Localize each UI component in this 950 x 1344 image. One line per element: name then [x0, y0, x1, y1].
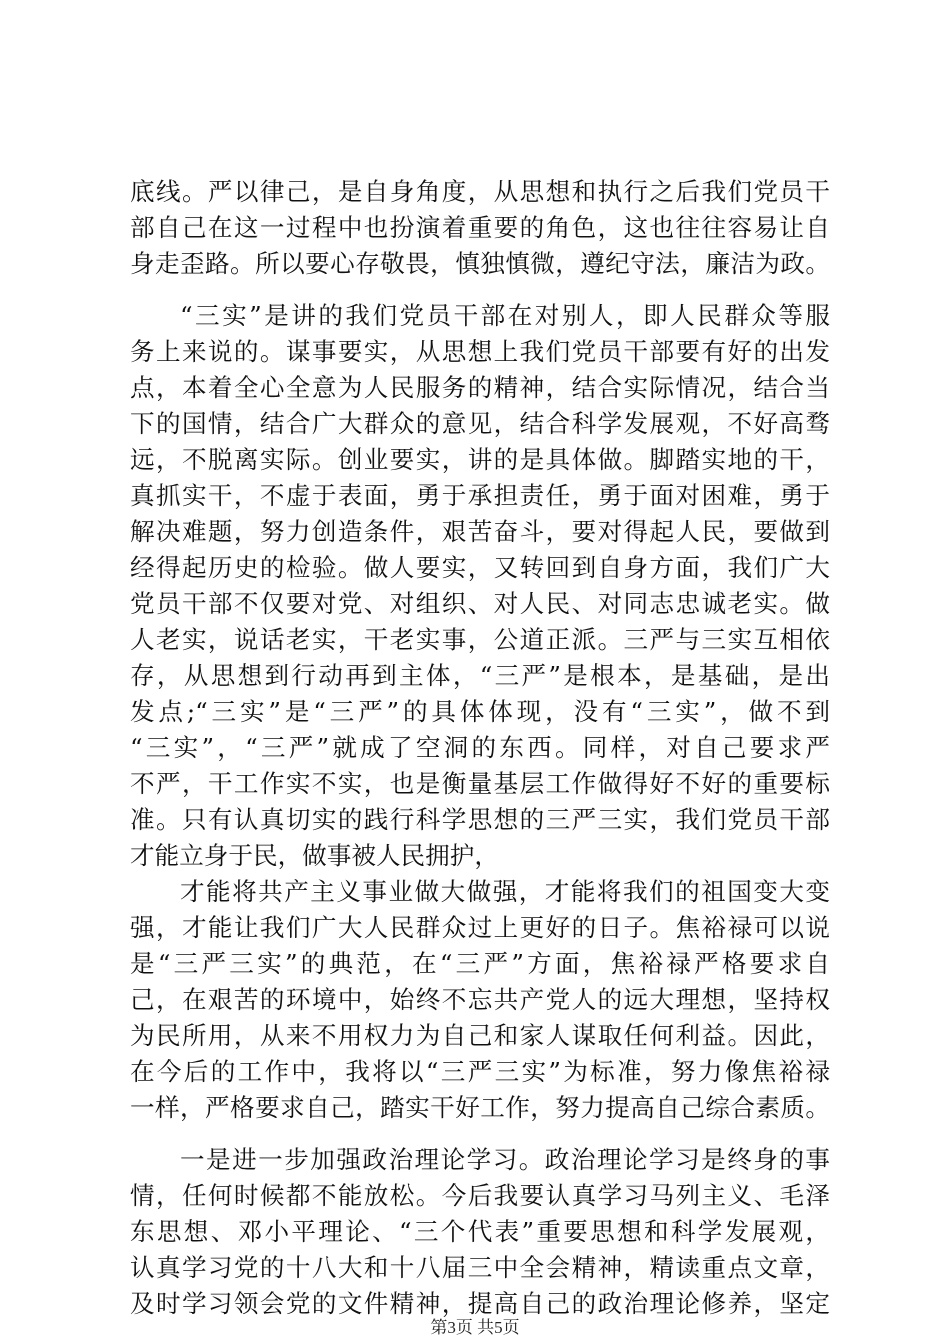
text-line: 不严，干工作实不实，也是衡量基层工作做得好不好的重要标 [130, 769, 830, 798]
text-line: 认真学习党的十八大和十八届三中全会精神，精读重点文章， [130, 1253, 830, 1282]
text-line: 务上来说的。谋事要实，从思想上我们党员干部要有好的出发 [130, 337, 830, 366]
text-line: 一是进一步加强政治理论学习。政治理论学习是终身的事 [180, 1145, 830, 1174]
text-line: 在今后的工作中，我将以“三严三实”为标准，努力像焦裕禄 [130, 1057, 830, 1086]
text-line: 下的国情，结合广大群众的意见，结合科学发展观，不好高骛 [130, 409, 830, 438]
text-line: 真抓实干，不虚于表面，勇于承担责任，勇于面对困难，勇于 [130, 481, 830, 510]
text-line: 底线。严以律己，是自身角度，从思想和执行之后我们党员干 [130, 177, 830, 206]
text-line: 远，不脱离实际。创业要实，讲的是具体做。脚踏实地的干， [130, 445, 830, 474]
text-line: 准。只有认真切实的践行科学思想的三严三实，我们党员干部 [130, 805, 830, 834]
text-line: 东思想、邓小平理论、“三个代表”重要思想和科学发展观， [130, 1217, 830, 1246]
text-line: 才能立身于民，做事被人民拥护， [130, 841, 499, 870]
text-line: 是“三严三实”的典范，在“三严”方面，焦裕禄严格要求自 [130, 949, 830, 978]
text-line: 存，从思想到行动再到主体，“三严”是根本，是基础，是出 [130, 661, 830, 690]
text-line: 强，才能让我们广大人民群众过上更好的日子。焦裕禄可以说 [130, 913, 830, 942]
text-line: 解决难题，努力创造条件，艰苦奋斗，要对得起人民，要做到 [130, 517, 830, 546]
text-line: 点，本着全心全意为人民服务的精神，结合实际情况，结合当 [130, 373, 830, 402]
text-line: 为民所用，从来不用权力为自己和家人谋取任何利益。因此， [130, 1021, 830, 1050]
text-line: 党员干部不仅要对党、对组织、对人民、对同志忠诚老实。做 [130, 589, 830, 618]
text-line: 情，任何时候都不能放松。今后我要认真学习马列主义、毛泽 [130, 1181, 830, 1210]
text-line: “三实”是讲的我们党员干部在对别人，即人民群众等服 [180, 301, 830, 330]
text-line: 身走歪路。所以要心存敬畏，慎独慎微，遵纪守法，廉洁为政。 [130, 249, 830, 278]
page-number-footer: 第3页 共5页 [430, 1318, 520, 1337]
text-line: 一样，严格要求自己，踏实干好工作，努力提高自己综合素质。 [130, 1093, 830, 1122]
text-line: 及时学习领会党的文件精神，提高自己的政治理论修养，坚定 [130, 1289, 830, 1318]
text-line: 才能将共产主义事业做大做强，才能将我们的祖国变大变 [180, 877, 830, 906]
text-line: 部自己在这一过程中也扮演着重要的角色，这也往往容易让自 [130, 213, 830, 242]
text-line: 经得起历史的检验。做人要实，又转回到自身方面，我们广大 [130, 553, 830, 582]
text-line: 己，在艰苦的环境中，始终不忘共产党人的远大理想，坚持权 [130, 985, 830, 1014]
text-line: “三实”，“三严”就成了空洞的东西。同样，对自己要求严 [130, 733, 830, 762]
text-line: 人老实，说话老实，干老实事，公道正派。三严与三实互相依 [130, 625, 830, 654]
text-line: 发点;“三实”是“三严”的具体体现，没有“三实”，做不到 [130, 697, 830, 726]
